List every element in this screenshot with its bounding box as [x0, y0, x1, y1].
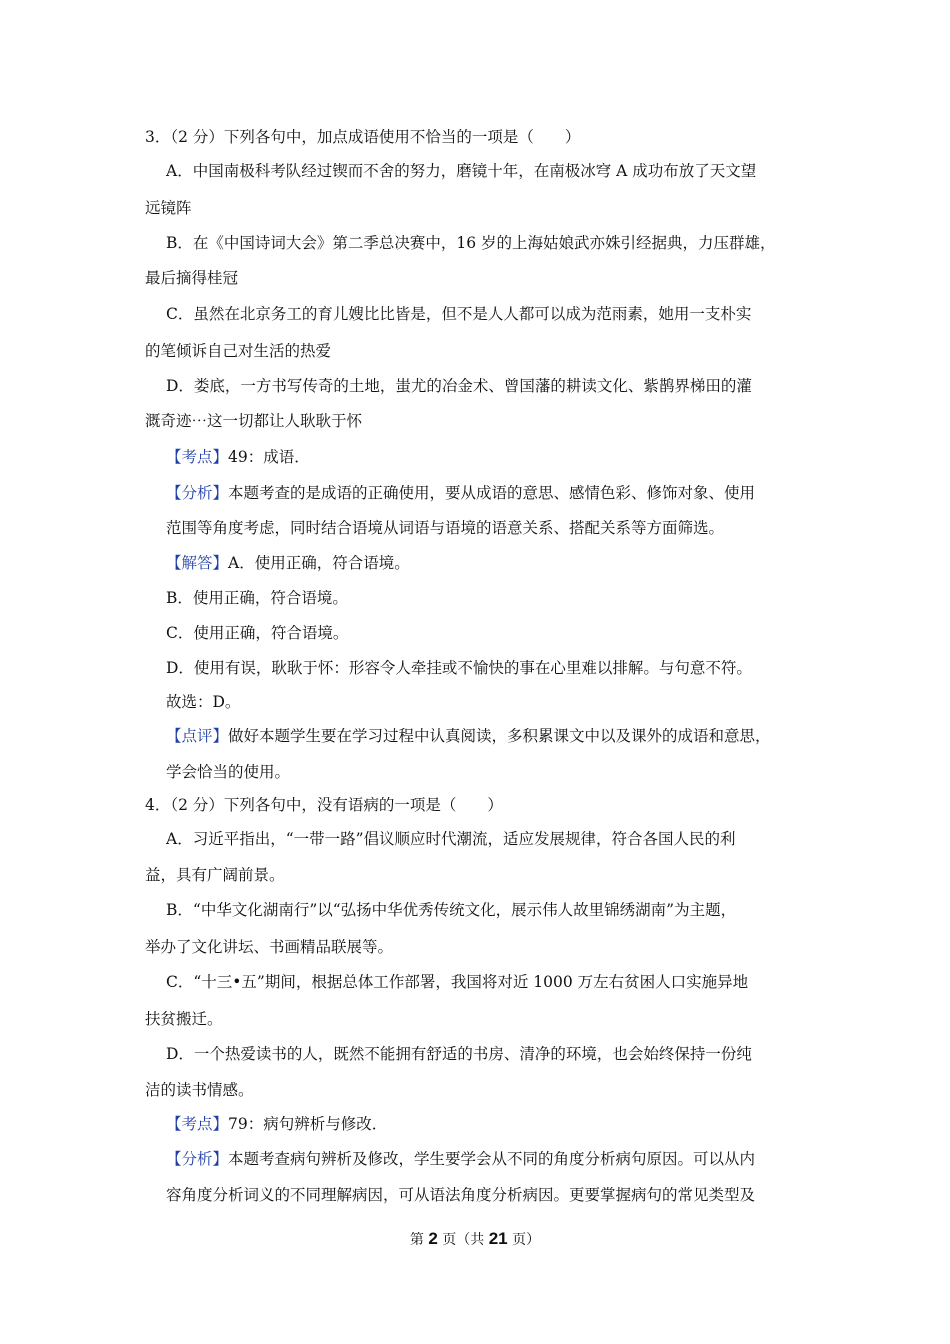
q3-jieda — [166, 553, 410, 573]
q4-option-a-line2: 益，具有广阔前景。 — [145, 866, 285, 884]
q3-option-d-line1: D．娄底，一方书写传奇的土地，蚩尤的冶金术、曾国藩的耕读文化、紫鹊界梯田的灌 — [166, 377, 752, 395]
q3-option-b-line2: 最后摘得桂冠 — [145, 269, 239, 287]
q4-option-c-line1: C．“十三•五”期间，根据总体工作部署，我国将对近 1000 万左右贫困人口实施异地 — [166, 973, 749, 991]
q3-option-c-line1: C．虽然在北京务工的育儿嫂比比皆是，但不是人人都可以成为范雨素，她用一支朴实 — [166, 305, 752, 323]
q3-dianping — [166, 726, 771, 746]
q4-option-d-line1: D．一个热爱读书的人，既然不能拥有舒适的书房、清净的环境，也会始终保持一份纯 — [166, 1045, 752, 1063]
q3-jieda-b: B．使用正确，符合语境。 — [166, 589, 348, 607]
q4-kaodian — [166, 1114, 387, 1134]
q3-option-a-line1: A．中国南极科考队经过锲而不舍的努力，磨镜十年，在南极冰穹 A 成功布放了天文望 — [166, 162, 757, 180]
q3-option-d-line2: 溉奇迹⋯这一切都让人耿耿于怀 — [145, 412, 363, 430]
dianping-text: 做好本题学生要在学习过程中认真阅读，多积累课文中以及课外的成语和意思， — [228, 727, 771, 745]
fenxi-tag: 【分析】 — [166, 484, 229, 502]
q3-stem: 3．（2 分）下列各句中，加点成语使用不恰当的一项是（ ） — [145, 128, 581, 146]
q4-option-b-line1: B．“中华文化湖南行”以“弘扬中华优秀传统文化，展示伟人故里锦绣湖南”为主题， — [166, 901, 737, 919]
fenxi-tag: 【分析】 — [166, 1150, 229, 1168]
q4-fenxi — [166, 1149, 755, 1169]
q3-kaodian — [166, 447, 310, 467]
q3-fenxi — [166, 483, 755, 503]
q3-answer: 故选：D。 — [166, 693, 241, 711]
jieda-tag: 【解答】 — [166, 554, 229, 572]
q4-option-c-line2: 扶贫搬迁。 — [145, 1010, 223, 1028]
page-footer — [0, 1229, 950, 1250]
q3-jieda-d: D．使用有误，耿耿于怀：形容令人牵挂或不愉快的事在心里难以排解。与句意不符。 — [166, 659, 752, 677]
fenxi-text: 本题考查的是成语的正确使用，要从成语的意思、感情色彩、修饰对象、使用 — [228, 484, 756, 502]
q3-option-a-line2: 远镜阵 — [145, 199, 192, 217]
q4-option-b-line2: 举办了文化讲坛、书画精品联展等。 — [145, 938, 394, 956]
footer-total-pages: 21 — [488, 1229, 508, 1248]
q3-option-b-line1: B．在《中国诗词大会》第二季总决赛中，16 岁的上海姑娘武亦姝引经据典，力压群雄， — [166, 234, 776, 252]
q4-option-d-line2: 洁的读书情感。 — [145, 1081, 254, 1099]
q3-fenxi-line2: 范围等角度考虑，同时结合语境从词语与语境的语意关系、搭配关系等方面筛选。 — [166, 519, 725, 537]
kaodian-tag: 【考点】 — [166, 448, 229, 466]
dianping-tag: 【点评】 — [166, 727, 229, 745]
q4-stem: 4．（2 分）下列各句中，没有语病的一项是（ ） — [145, 796, 503, 814]
kaodian-tag: 【考点】 — [166, 1115, 229, 1133]
fenxi-text: 本题考查病句辨析及修改，学生要学会从不同的角度分析病句原因。可以从内 — [228, 1150, 756, 1168]
q3-jieda-c: C．使用正确，符合语境。 — [166, 624, 349, 642]
q3-option-c-line2: 的笔倾诉自己对生活的热爱 — [145, 342, 332, 360]
kaodian-text: 79：病句辨析与修改． — [228, 1115, 388, 1133]
q4-fenxi-line2: 容角度分析词义的不同理解病因，可从语法角度分析病因。更要掌握病句的常见类型及 — [166, 1186, 756, 1204]
q3-dianping-line2: 学会恰当的使用。 — [166, 763, 291, 781]
q4-option-a-line1: A．习近平指出，“一带一路”倡议顺应时代潮流，适应发展规律，符合各国人民的利 — [166, 830, 736, 848]
footer-post: 页） — [507, 1232, 541, 1248]
kaodian-text: 49：成语． — [228, 448, 310, 466]
footer-mid: 页（共 — [437, 1232, 489, 1248]
footer-page-number: 2 — [428, 1229, 438, 1248]
footer-pre: 第 — [409, 1232, 429, 1248]
jieda-text: A．使用正确，符合语境。 — [228, 554, 410, 572]
